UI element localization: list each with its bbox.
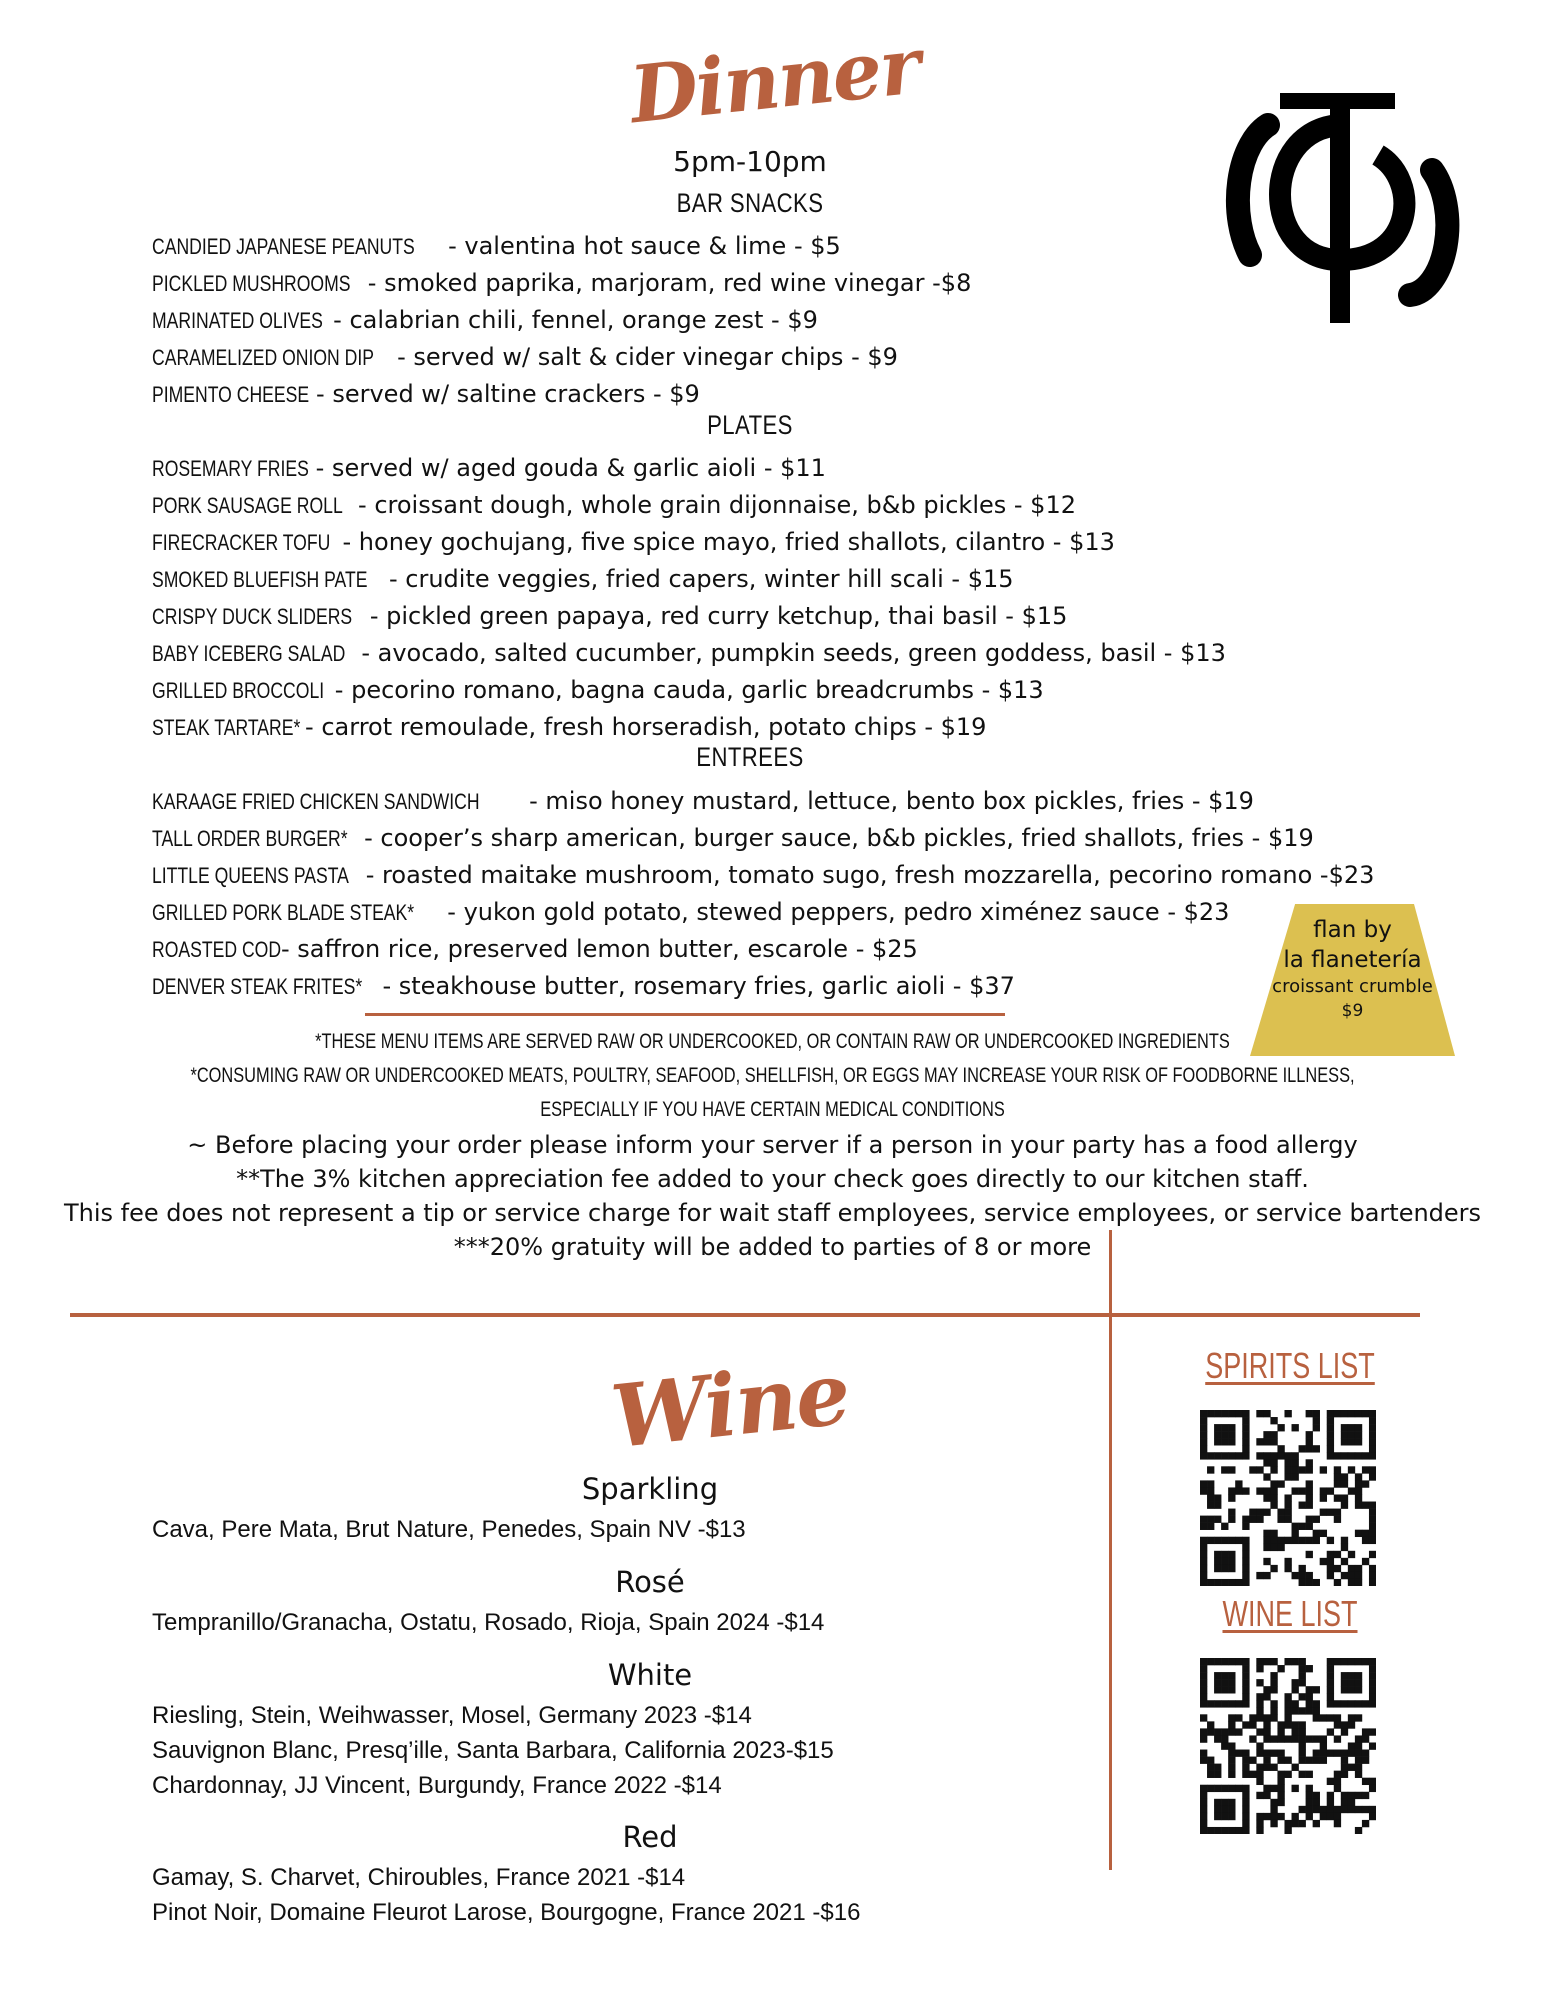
flan-text: flan by la flanetería croissant crumble $9 [1272, 917, 1433, 1021]
bar-snacks-list [152, 228, 971, 413]
menu-item: DENVER STEAK FRITES* - steakhouse butter, rosemary fries, garlic aioli - $37 [152, 972, 1015, 1000]
hours: 5pm-10pm [673, 145, 827, 178]
wine-heading-red: Red [622, 1820, 678, 1854]
foodborne-notice: *CONSUMING RAW OR UNDERCOOKED MEATS, POULTRY, SEAFOOD, SHELLFISH, OR EGGS MAY INCREASE YOUR RISK OF FOODBORNE ILLNESS, [190, 1064, 1355, 1087]
entrees-list [152, 783, 1374, 1005]
section-heading-plates: PLATES [707, 410, 793, 440]
menu-item: PIMENTO CHEESE - served w/ saltine crackers - $9 [152, 380, 700, 408]
dinner-title: Dinner [625, 20, 924, 142]
restaurant-logo [1220, 85, 1480, 325]
medical-notice: ESPECIALLY IF YOU HAVE CERTAIN MEDICAL CONDITIONS [540, 1098, 1005, 1121]
menu-item: PICKLED MUSHROOMS - smoked paprika, marjoram, red wine vinegar -$8 [152, 269, 972, 297]
menu-item: CANDIED JAPANESE PEANUTS - valentina hot sauce & lime - $5 [152, 232, 841, 260]
plates-list [152, 450, 1226, 746]
spirits-list-link[interactable]: SPIRITS LIST [1205, 1345, 1375, 1386]
menu-item: BABY ICEBERG SALAD - avocado, salted cucumber, pumpkin seeds, green goddess, basil - $13 [152, 639, 1226, 667]
wine-qr-code[interactable] [1200, 1658, 1376, 1834]
menu-item: ROASTED COD - saffron rice, preserved lemon butter, escarole - $25 [152, 935, 918, 963]
section-heading-entrees: ENTREES [696, 742, 804, 772]
gratuity-notice: ***20% gratuity will be added to parties of 8 or more [453, 1233, 1092, 1261]
menu-item: GRILLED BROCCOLI - pecorino romano, bagna cauda, garlic breadcrumbs - $13 [152, 676, 1044, 704]
wine-item: Sauvignon Blanc, Presq’ille, Santa Barbara, California 2023-$15 [152, 1737, 834, 1764]
wine-item: Pinot Noir, Domaine Fleurot Larose, Bourgogne, France 2021 -$16 [152, 1899, 861, 1926]
menu-item: LITTLE QUEENS PASTA - roasted maitake mushroom, tomato sugo, fresh mozzarella, pecorino romano -$23 [152, 861, 1375, 889]
kitchen-fee-notice: **The 3% kitchen appreciation fee added to your check goes directly to our kitchen staff. [236, 1165, 1309, 1193]
section-divider [70, 1313, 1420, 1317]
wine-item: Gamay, S. Charvet, Chiroubles, France 2021 -$14 [152, 1864, 686, 1891]
wine-item: Tempranillo/Granacha, Ostatu, Rosado, Rioja, Spain 2024 -$14 [152, 1609, 825, 1636]
menu-item: CARAMELIZED ONION DIP - served w/ salt & cider vinegar chips - $9 [152, 343, 898, 371]
wine-item: Riesling, Stein, Weihwasser, Mosel, Germany 2023 -$14 [152, 1702, 752, 1729]
section-heading-bar-snacks: BAR SNACKS [676, 188, 824, 218]
wine-list-link[interactable]: WINE LIST [1222, 1593, 1358, 1634]
menu-item: PORK SAUSAGE ROLL - croissant dough, whole grain dijonnaise, b&b pickles - $12 [152, 491, 1076, 519]
wine-item: Chardonnay, JJ Vincent, Burgundy, France 2022 -$14 [152, 1772, 722, 1799]
wine-item: Cava, Pere Mata, Brut Nature, Penedes, Spain NV -$13 [152, 1516, 746, 1543]
menu-item: CRISPY DUCK SLIDERS - pickled green papaya, red curry ketchup, thai basil - $15 [152, 602, 1068, 630]
red-wine-list [152, 1860, 860, 1930]
menu-item: FIRECRACKER TOFU - honey gochujang, five spice mayo, fried shallots, cilantro - $13 [152, 528, 1115, 556]
wine-heading-sparkling: Sparkling [581, 1472, 719, 1506]
wine-title: Wine [606, 1342, 854, 1469]
menu-item: STEAK TARTARE* - carrot remoulade, fresh horseradish, potato chips - $19 [152, 713, 987, 741]
spirits-qr-code[interactable] [1200, 1410, 1376, 1586]
wine-heading-rose: Rosé [615, 1565, 685, 1599]
menu-item: TALL ORDER BURGER* - cooper’s sharp american, burger sauce, b&b pickles, fried shallots, fries - $19 [152, 824, 1314, 852]
menu-item: SMOKED BLUEFISH PATE - crudite veggies, fried capers, winter hill scali - $15 [152, 565, 1014, 593]
menu-item: MARINATED OLIVES - calabrian chili, fennel, orange zest - $9 [152, 306, 818, 334]
menu-item: GRILLED PORK BLADE STEAK* - yukon gold potato, stewed peppers, pedro ximénez sauce - $23 [152, 898, 1230, 926]
wine-heading-white: White [607, 1658, 693, 1692]
allergy-notice: ~ Before placing your order please inform your server if a person in your party has a food allergy [187, 1131, 1358, 1159]
menu-item: KARAAGE FRIED CHICKEN SANDWICH - miso honey mustard, lettuce, bento box pickles, fries - $19 [152, 787, 1254, 815]
entrees-divider [365, 1013, 1005, 1016]
raw-notice: *THESE MENU ITEMS ARE SERVED RAW OR UNDERCOOKED, OR CONTAIN RAW OR UNDERCOOKED INGREDIENTS [315, 1030, 1230, 1053]
column-divider [1109, 1230, 1112, 1870]
menu-item: ROSEMARY FRIES - served w/ aged gouda & garlic aioli - $11 [152, 454, 826, 482]
white-wine-list [152, 1698, 834, 1803]
fee-disclaimer: This fee does not represent a tip or service charge for wait staff employees, service employees, or service bartenders [63, 1199, 1482, 1227]
